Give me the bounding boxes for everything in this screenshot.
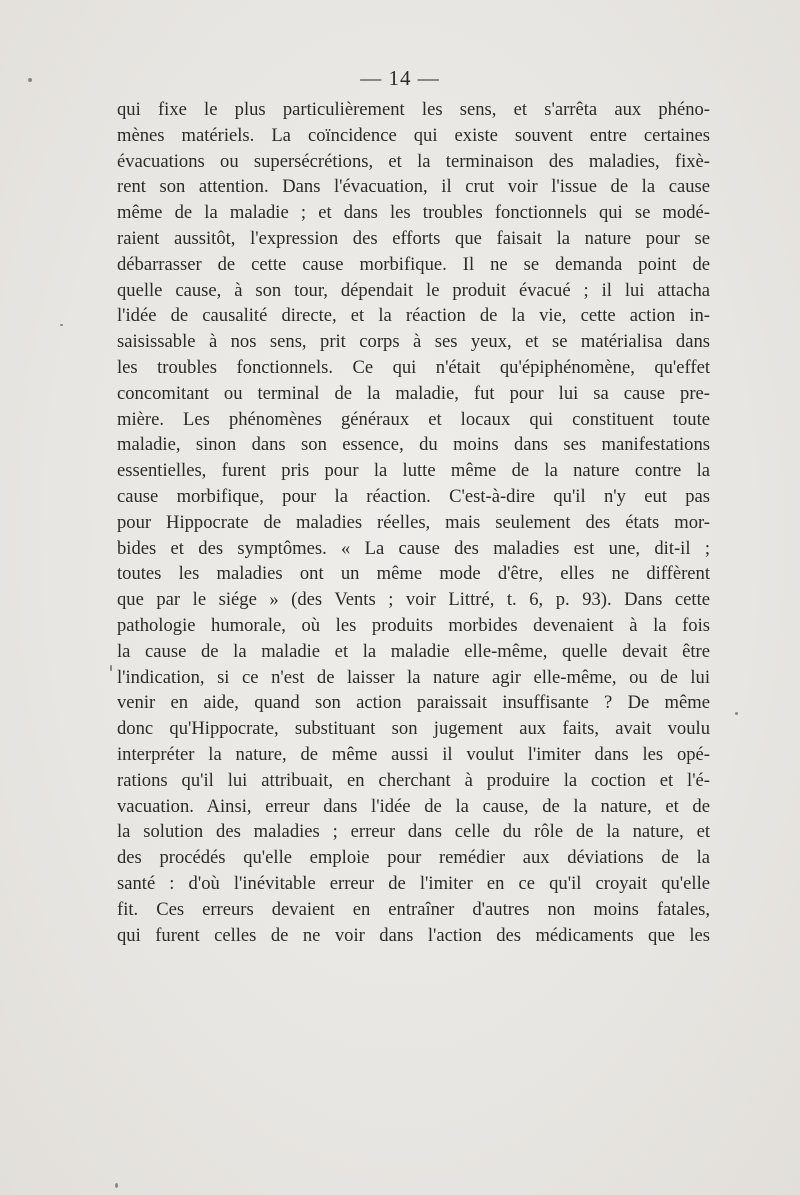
paper-speck [115,1183,118,1188]
text-line: la solution des maladies ; erreur dans celle du rôle de la nature, et [117,821,710,843]
text-line: quelle cause, à son tour, dépendait le produit évacué ; il lui attacha [117,279,710,301]
text-line: rations qu'il lui attribuait, en cherchant à produire la coction et l'é- [117,769,710,791]
text-line: que par le siége » (des Vents ; voir Littré, t. 6, p. 93). Dans cette [117,589,710,611]
body-text [117,97,710,948]
text-line: venir en aide, quand son action paraissait insuffisante ? De même [117,692,710,714]
text-line: vacuation. Ainsi, erreur dans l'idée de la cause, de la nature, et de [117,795,710,817]
text-line: fit. Ces erreurs devaient en entraîner d'autres non moins fatales, [117,898,710,920]
text-line: les troubles fonctionnels. Ce qui n'était qu'épiphénomène, qu'effet [117,356,710,378]
text-line: des procédés qu'elle emploie pour remédier aux déviations de la [117,847,710,869]
paper-speck [28,78,32,82]
text-line: débarrasser de cette cause morbifique. Il ne se demanda point de [117,253,710,275]
text-line: l'indication, si ce n'est de laisser la nature agir elle-même, ou de lui [117,666,710,688]
text-line: mènes matériels. La coïncidence qui existe souvent entre certaines [117,124,710,146]
text-line: donc qu'Hippocrate, substituant son jugement aux faits, avait voulu [117,718,710,740]
paper-speck [735,712,738,715]
paper-speck [60,324,63,326]
text-line: l'idée de causalité directe, et la réaction de la vie, cette action in- [117,305,710,327]
text-line: rent son attention. Dans l'évacuation, il crut voir l'issue de la cause [117,176,710,198]
text-line: concomitant ou terminal de la maladie, fut pour lui sa cause pre- [117,382,710,404]
text-line: pour Hippocrate de maladies réelles, mais seulement des états mor- [117,511,710,533]
text-line: évacuations ou supersécrétions, et la terminaison des maladies, fixè- [117,150,710,172]
text-line: saisissable à nos sens, prit corps à ses yeux, et se matérialisa dans [117,331,710,353]
text-line: toutes les maladies ont un même mode d'être, elles ne diffèrent [117,563,710,585]
text-line: pathologie humorale, où les produits morbides devenaient à la fois [117,614,710,636]
text-line: la cause de la maladie et la maladie elle-même, quelle devait être [117,640,710,662]
text-line: même de la maladie ; et dans les troubles fonctionnels qui se modé- [117,202,710,224]
text-line: bides et des symptômes. « La cause des maladies est une, dit-il ; [117,537,710,559]
page-number-header: — 14 — [360,66,440,90]
text-line: cause morbifique, pour la réaction. C'est-à-dire qu'il n'y eut pas [117,485,710,507]
text-line: interpréter la nature, de même aussi il voulut l'imiter dans les opé- [117,743,710,765]
text-line: mière. Les phénomènes généraux et locaux qui constituent toute [117,408,710,430]
text-line: raient aussitôt, l'expression des efforts que faisait la nature pour se [117,227,710,249]
text-line: santé : d'où l'inévitable erreur de l'imiter en ce qu'il croyait qu'elle [117,872,710,894]
text-line: qui fixe le plus particulièrement les sens, et s'arrêta aux phéno- [117,99,710,120]
text-line: maladie, sinon dans son essence, du moins dans ses manifestations [117,434,710,456]
paper-speck [110,665,112,671]
text-line: qui furent celles de ne voir dans l'action des médicaments que les [117,924,710,946]
text-line: essentielles, furent pris pour la lutte même de la nature contre la [117,460,710,482]
